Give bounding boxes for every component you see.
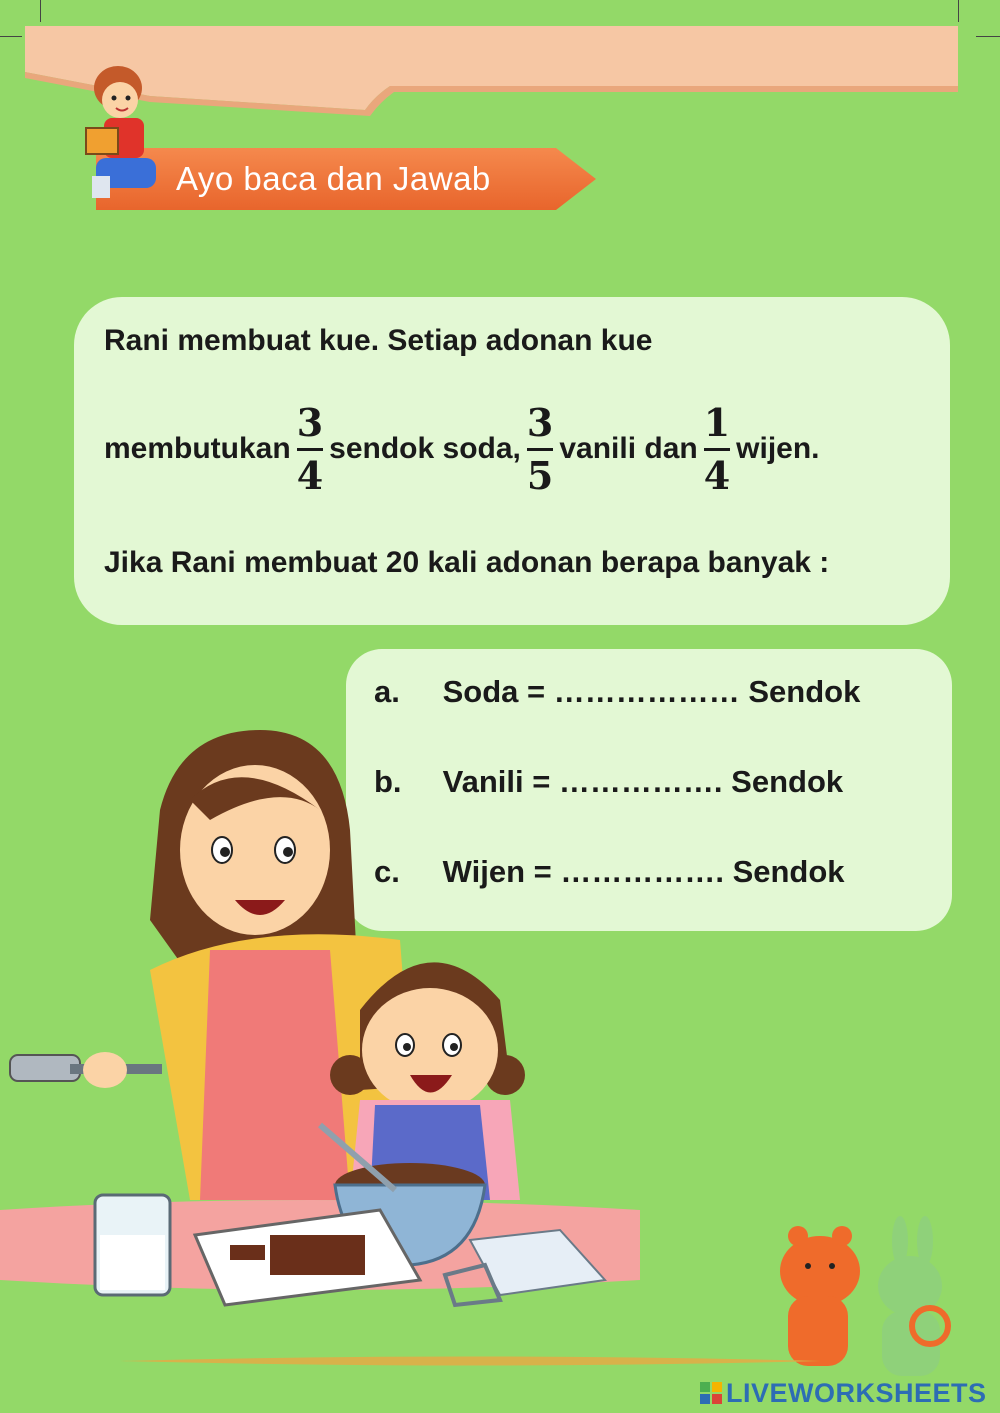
question-line-3: Jika Rani membuat 20 kali adonan berapa banyak : [104,546,830,579]
question-word-4: wijen. [736,432,820,465]
logo-text: LIVEWORKSHEETS [726,1377,987,1408]
fraction-denominator: 4 [703,452,731,498]
fraction-vanili [526,399,554,498]
liveworksheets-logo-icon [700,1382,722,1404]
fraction-soda [296,399,324,498]
fraction-numerator: 1 [704,404,730,451]
mother-daughter-baking-illustration [0,720,660,1320]
question-word-2: sendok soda, [329,432,521,465]
fraction-denominator: 4 [296,452,324,498]
answer-text[interactable]: Wijen = ……………. Sendok [442,854,845,889]
answer-text[interactable]: Vanili = ……………. Sendok [442,764,844,799]
fraction-numerator: 3 [297,404,323,451]
answer-label: c. [374,854,400,889]
fraction-numerator: 3 [527,404,553,451]
question-word-3: vanili dan [559,432,698,465]
answer-label: b. [374,764,402,799]
answer-text[interactable]: Soda = ……………… Sendok [442,674,861,709]
answer-label: a. [374,674,400,709]
ground-line [120,1352,820,1370]
question-line-2 [104,394,820,504]
reading-boy-illustration [76,58,176,208]
fraction-denominator: 5 [526,452,554,498]
banner-title: Ayo baca dan Jawab [176,160,491,197]
fraction-wijen [703,399,731,498]
question-word-1: membutukan [104,432,291,465]
liveworksheets-logo [700,1376,987,1410]
question-line-1: Rani membuat kue. Setiap adonan kue [104,324,653,357]
answer-soda[interactable] [374,674,860,710]
